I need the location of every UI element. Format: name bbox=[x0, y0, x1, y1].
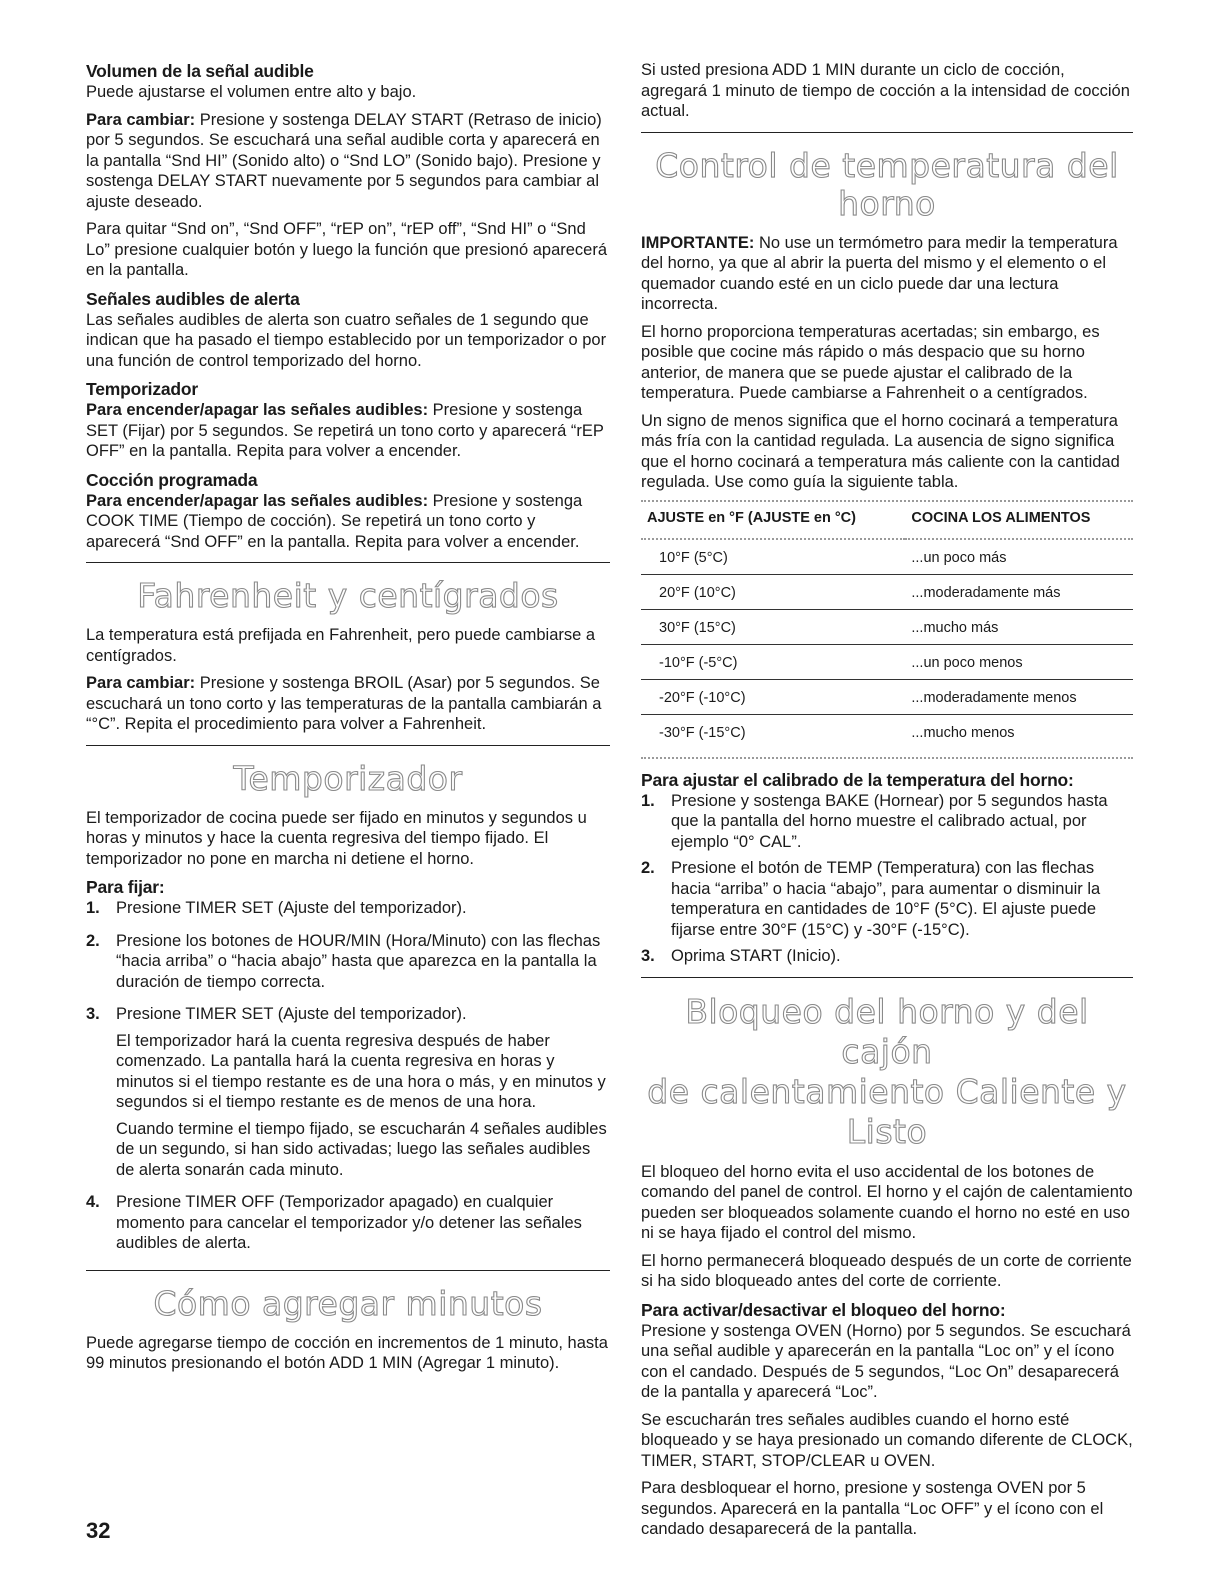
alert-title: Señales audibles de alerta bbox=[86, 288, 300, 309]
timer-heading: Temporizador bbox=[233, 758, 463, 798]
temp-control-paragraph-3: Un signo de menos significa que el horno cocinará a temperatura más fría con la cantidad regulada. La ausencia de signo significa que el horno cocinará a temperatura más caliente con la cantidad regulada. Use como guía la siguiente tabla. bbox=[641, 411, 1120, 491]
step-body bbox=[116, 898, 467, 925]
volume-paragraph-3: Para quitar “Snd on”, “Snd OFF”, “rEP on”, “rEP off”, “Snd HI” o “Snd Lo” presione cualquier botón y luego la función que presionó aparecerá en la pantalla. bbox=[86, 220, 608, 279]
table-top-dotted-rule bbox=[641, 500, 1133, 502]
lock-heading-line-1: Bloqueo del horno y del cajón bbox=[685, 991, 1089, 1071]
add-minutes-paragraph: Puede agregarse tiempo de cocción en incrementos de 1 minuto, hasta 99 minutos presionando el botón ADD 1 MIN (Agregar 1 minuto). bbox=[86, 1333, 608, 1372]
table-row bbox=[641, 574, 1133, 609]
lock-heading-line-2: de calentamiento Caliente y Listo bbox=[647, 1071, 1127, 1151]
step-number: 2. bbox=[86, 931, 100, 950]
cook-sub-lead: Para encender/apagar las señales audibles: bbox=[86, 491, 429, 510]
calibration-steps-list bbox=[641, 791, 1133, 967]
volume-paragraph-1: Puede ajustarse el volumen entre alto y bajo. bbox=[86, 83, 417, 101]
calibration-title: Para ajustar el calibrado de la temperatura del horno: bbox=[641, 769, 1074, 790]
divider bbox=[641, 132, 1133, 133]
table-cell-setting: 10°F (5°C) bbox=[641, 539, 905, 575]
step-number: 3. bbox=[641, 947, 655, 965]
step-text: Presione TIMER SET (Ajuste del temporizador). bbox=[116, 1005, 467, 1023]
timer-step bbox=[86, 931, 610, 999]
volume-change-text: Presione y sostenga DELAY START (Retraso de inicio) por 5 segundos. Se escuchará una señal audible corta y aparecerá en la pantalla “Snd HI” (Sonido alto) o “Snd LO” (Sonido bajo). Presione y sostenga DELAY START nuevamente por 5 segundos para cambiar al ajuste deseado. bbox=[86, 110, 602, 211]
table-cell-effect: ...un poco más bbox=[905, 539, 1133, 575]
table-row bbox=[641, 644, 1133, 679]
volume-paragraph-2 bbox=[86, 110, 610, 213]
lock-paragraph-2: El horno permanecerá bloqueado después de un corte de corriente si ha sido bloqueado antes del corte de corriente. bbox=[641, 1251, 1132, 1290]
step-body bbox=[116, 1004, 610, 1186]
fahrenheit-heading: Fahrenheit y centígrados bbox=[137, 576, 559, 615]
important-paragraph bbox=[641, 233, 1133, 315]
fahrenheit-paragraph-1: La temperatura está prefijada en Fahrenheit, pero puede cambiarse a centígrados. bbox=[86, 626, 596, 665]
calibration-table bbox=[641, 504, 1133, 749]
important-lead: IMPORTANTE: bbox=[641, 233, 755, 252]
step-number: 1. bbox=[641, 791, 655, 810]
important-text: No use un termómetro para medir la temperatura del horno, ya que al abrir la puerta del mismo y el elemento o el quemador cuando esté en un ciclo puede dar una lectura incorrecta. bbox=[641, 233, 1118, 313]
table-cell-effect: ...mucho más bbox=[905, 609, 1133, 644]
timer-step bbox=[86, 898, 610, 925]
step-note: El temporizador hará la cuenta regresiva después de haber comenzado. La pantalla hará la cuenta regresiva en horas y minutos si el tiempo restante es de una hora o más, y en minutos y segundos si el tiempo restante es de menos de una hora. bbox=[116, 1031, 606, 1111]
add-minutes-heading: Cómo agregar minutos bbox=[153, 1283, 543, 1323]
timer-step bbox=[86, 1192, 610, 1260]
table-cell-effect: ...moderadamente menos bbox=[905, 679, 1133, 714]
step-text: Presione TIMER SET (Ajuste del temporizador). bbox=[116, 899, 467, 917]
table-bottom-dotted-rule bbox=[641, 757, 1133, 759]
step-body bbox=[116, 1192, 610, 1260]
step-text: Presione los botones de HOUR/MIN (Hora/Minuto) con las flechas “hacia arriba” o “hacia abajo” hasta que aparezca en la pantalla la duración de tiempo correcta. bbox=[116, 931, 601, 991]
table-header-effect: COCINA LOS ALIMENTOS bbox=[911, 509, 1091, 526]
cook-subtitle: Cocción programada bbox=[86, 469, 258, 490]
timer-sub-paragraph bbox=[86, 400, 610, 462]
lock-paragraph-1: El bloqueo del horno evita el uso accidental de los botones de comando del panel de control. El horno y el cajón de calentamiento pueden ser bloqueados solamente cuando el horno no esté en uso ni se haya fijado el control del mismo. bbox=[641, 1162, 1133, 1242]
calibration-step bbox=[641, 791, 1133, 853]
lock-paragraph-5: Para desbloquear el horno, presione y sostenga OVEN por 5 segundos. Aparecerá en la pantalla “Loc OFF” y el ícono con el candado desaparecerá de la pantalla. bbox=[641, 1479, 1104, 1538]
lock-paragraph-4: Se escucharán tres señales audibles cuando el horno esté bloqueado y se haya presionado un comando diferente de CLOCK, TIMER, START, STOP/CLEAR u OVEN. bbox=[641, 1410, 1133, 1470]
step-number: 1. bbox=[86, 899, 100, 917]
table-cell-setting: -10°F (-5°C) bbox=[641, 644, 905, 679]
table-cell-setting: -30°F (-15°C) bbox=[641, 714, 905, 749]
timer-sub-lead: Para encender/apagar las señales audibles: bbox=[86, 401, 429, 419]
timer-sub-text: Presione y sostenga SET (Fijar) por 5 segundos. Se repetirá un tono corto y aparecerá “rEP OFF” en la pantalla. Repita para volver a encender. bbox=[86, 401, 604, 460]
table-row bbox=[641, 539, 1133, 575]
lock-subtitle: Para activar/desactivar el bloqueo del horno: bbox=[641, 1299, 1006, 1320]
fahrenheit-change-lead: Para cambiar: bbox=[86, 674, 196, 692]
table-cell-effect: ...un poco menos bbox=[905, 644, 1133, 679]
cook-sub-paragraph bbox=[86, 491, 610, 553]
table-row bbox=[641, 714, 1133, 749]
lock-paragraph-3: Presione y sostenga OVEN (Horno) por 5 segundos. Se escuchará una señal audible y aparecerán en la pantalla “Loc on” y el ícono con el candado. Después de 5 segundos, “Loc On” desaparecerá de la pantalla y aparecerá “Loc”. bbox=[641, 1321, 1131, 1401]
table-cell-effect: ...moderadamente más bbox=[905, 574, 1133, 609]
step-number: 4. bbox=[86, 1193, 100, 1211]
fahrenheit-paragraph-2 bbox=[86, 673, 610, 735]
alert-paragraph: Las señales audibles de alerta son cuatro señales de 1 segundo que indican que ha pasado el tiempo establecido por un temporizador o por una función de control temporizado del horno. bbox=[86, 310, 607, 370]
timer-step bbox=[86, 1004, 610, 1186]
calibration-step bbox=[641, 858, 1133, 940]
volume-title: Volumen de la señal audible bbox=[86, 61, 314, 81]
temp-control-paragraph-2: El horno proporciona temperaturas acertadas; sin embargo, es posible que cocine más rápido o más despacio que su horno anterior, de manera que se puede ajustar el calibrado de la temperatura. Puede cambiarse a Fahrenheit o a centígrados. bbox=[641, 322, 1100, 402]
cook-sub-text: Presione y sostenga COOK TIME (Tiempo de cocción). Se repetirá un tono corto y aparecerá “Snd OFF” en la pantalla. Repita para volver a encender. bbox=[86, 491, 583, 551]
table-cell-setting: 20°F (10°C) bbox=[641, 574, 905, 609]
table-cell-effect: ...mucho menos bbox=[905, 714, 1133, 749]
step-number: 2. bbox=[641, 859, 655, 877]
lock-heading bbox=[641, 992, 1133, 1152]
timer-subtitle: Temporizador bbox=[86, 379, 199, 399]
step-number: 3. bbox=[86, 1005, 100, 1023]
left-column bbox=[86, 60, 610, 1381]
divider bbox=[86, 1270, 610, 1271]
divider bbox=[641, 977, 1133, 978]
step-body bbox=[116, 931, 610, 999]
step-text: Oprima START (Inicio). bbox=[671, 947, 841, 965]
table-header-setting: AJUSTE en °F (AJUSTE en °C) bbox=[647, 509, 856, 526]
volume-change-lead: Para cambiar: bbox=[86, 110, 196, 129]
table-cell-setting: 30°F (15°C) bbox=[641, 609, 905, 644]
table-row bbox=[641, 679, 1133, 714]
page-number: 32 bbox=[86, 1518, 111, 1543]
timer-set-title: Para fijar: bbox=[86, 877, 165, 897]
divider bbox=[86, 745, 610, 746]
divider bbox=[86, 562, 610, 563]
step-text: Presione el botón de TEMP (Temperatura) con las flechas hacia “arriba” o hacia “abajo”, para aumentar o disminuir la temperatura en cantidades de 10°F (5°C). El ajuste puede fijarse entre 30°F (15°C) y -30°F (-15°C). bbox=[671, 859, 1101, 939]
oven-temp-control-heading: Control de temperatura del horno bbox=[655, 145, 1119, 223]
fahrenheit-change-text: Presione y sostenga BROIL (Asar) por 5 segundos. Se escuchará un tono corto y las temperaturas de la pantalla cambiarán a “°C”. Repita el procedimiento para volver a Fahrenheit. bbox=[86, 674, 602, 733]
table-header-row bbox=[641, 504, 1133, 539]
timer-steps-list bbox=[86, 898, 610, 1260]
timer-paragraph: El temporizador de cocina puede ser fijado en minutos y segundos u horas y minutos y hace la cuenta regresiva del tiempo fijado. El temporizador no pone en marcha ni detiene el horno. bbox=[86, 808, 587, 868]
add-minute-paragraph: Si usted presiona ADD 1 MIN durante un ciclo de cocción, agregará 1 minuto de tiempo de cocción a la intensidad de cocción actual. bbox=[641, 61, 1130, 120]
table-cell-setting: -20°F (-10°C) bbox=[641, 679, 905, 714]
right-column bbox=[641, 60, 1133, 1547]
step-text: Presione y sostenga BAKE (Hornear) por 5 segundos hasta que la pantalla del horno muestre el calibrado actual, por ejemplo “0° CAL”. bbox=[671, 791, 1108, 851]
calibration-step bbox=[641, 946, 1133, 967]
step-text: Presione TIMER OFF (Temporizador apagado) en cualquier momento para cancelar el temporizador y/o detener las señales audibles de alerta. bbox=[116, 1193, 582, 1252]
step-note: Cuando termine el tiempo fijado, se escucharán 4 señales audibles de un segundo, si han sido activadas; luego las señales audibles de alerta sonarán cada minuto. bbox=[116, 1119, 607, 1179]
table-row bbox=[641, 609, 1133, 644]
